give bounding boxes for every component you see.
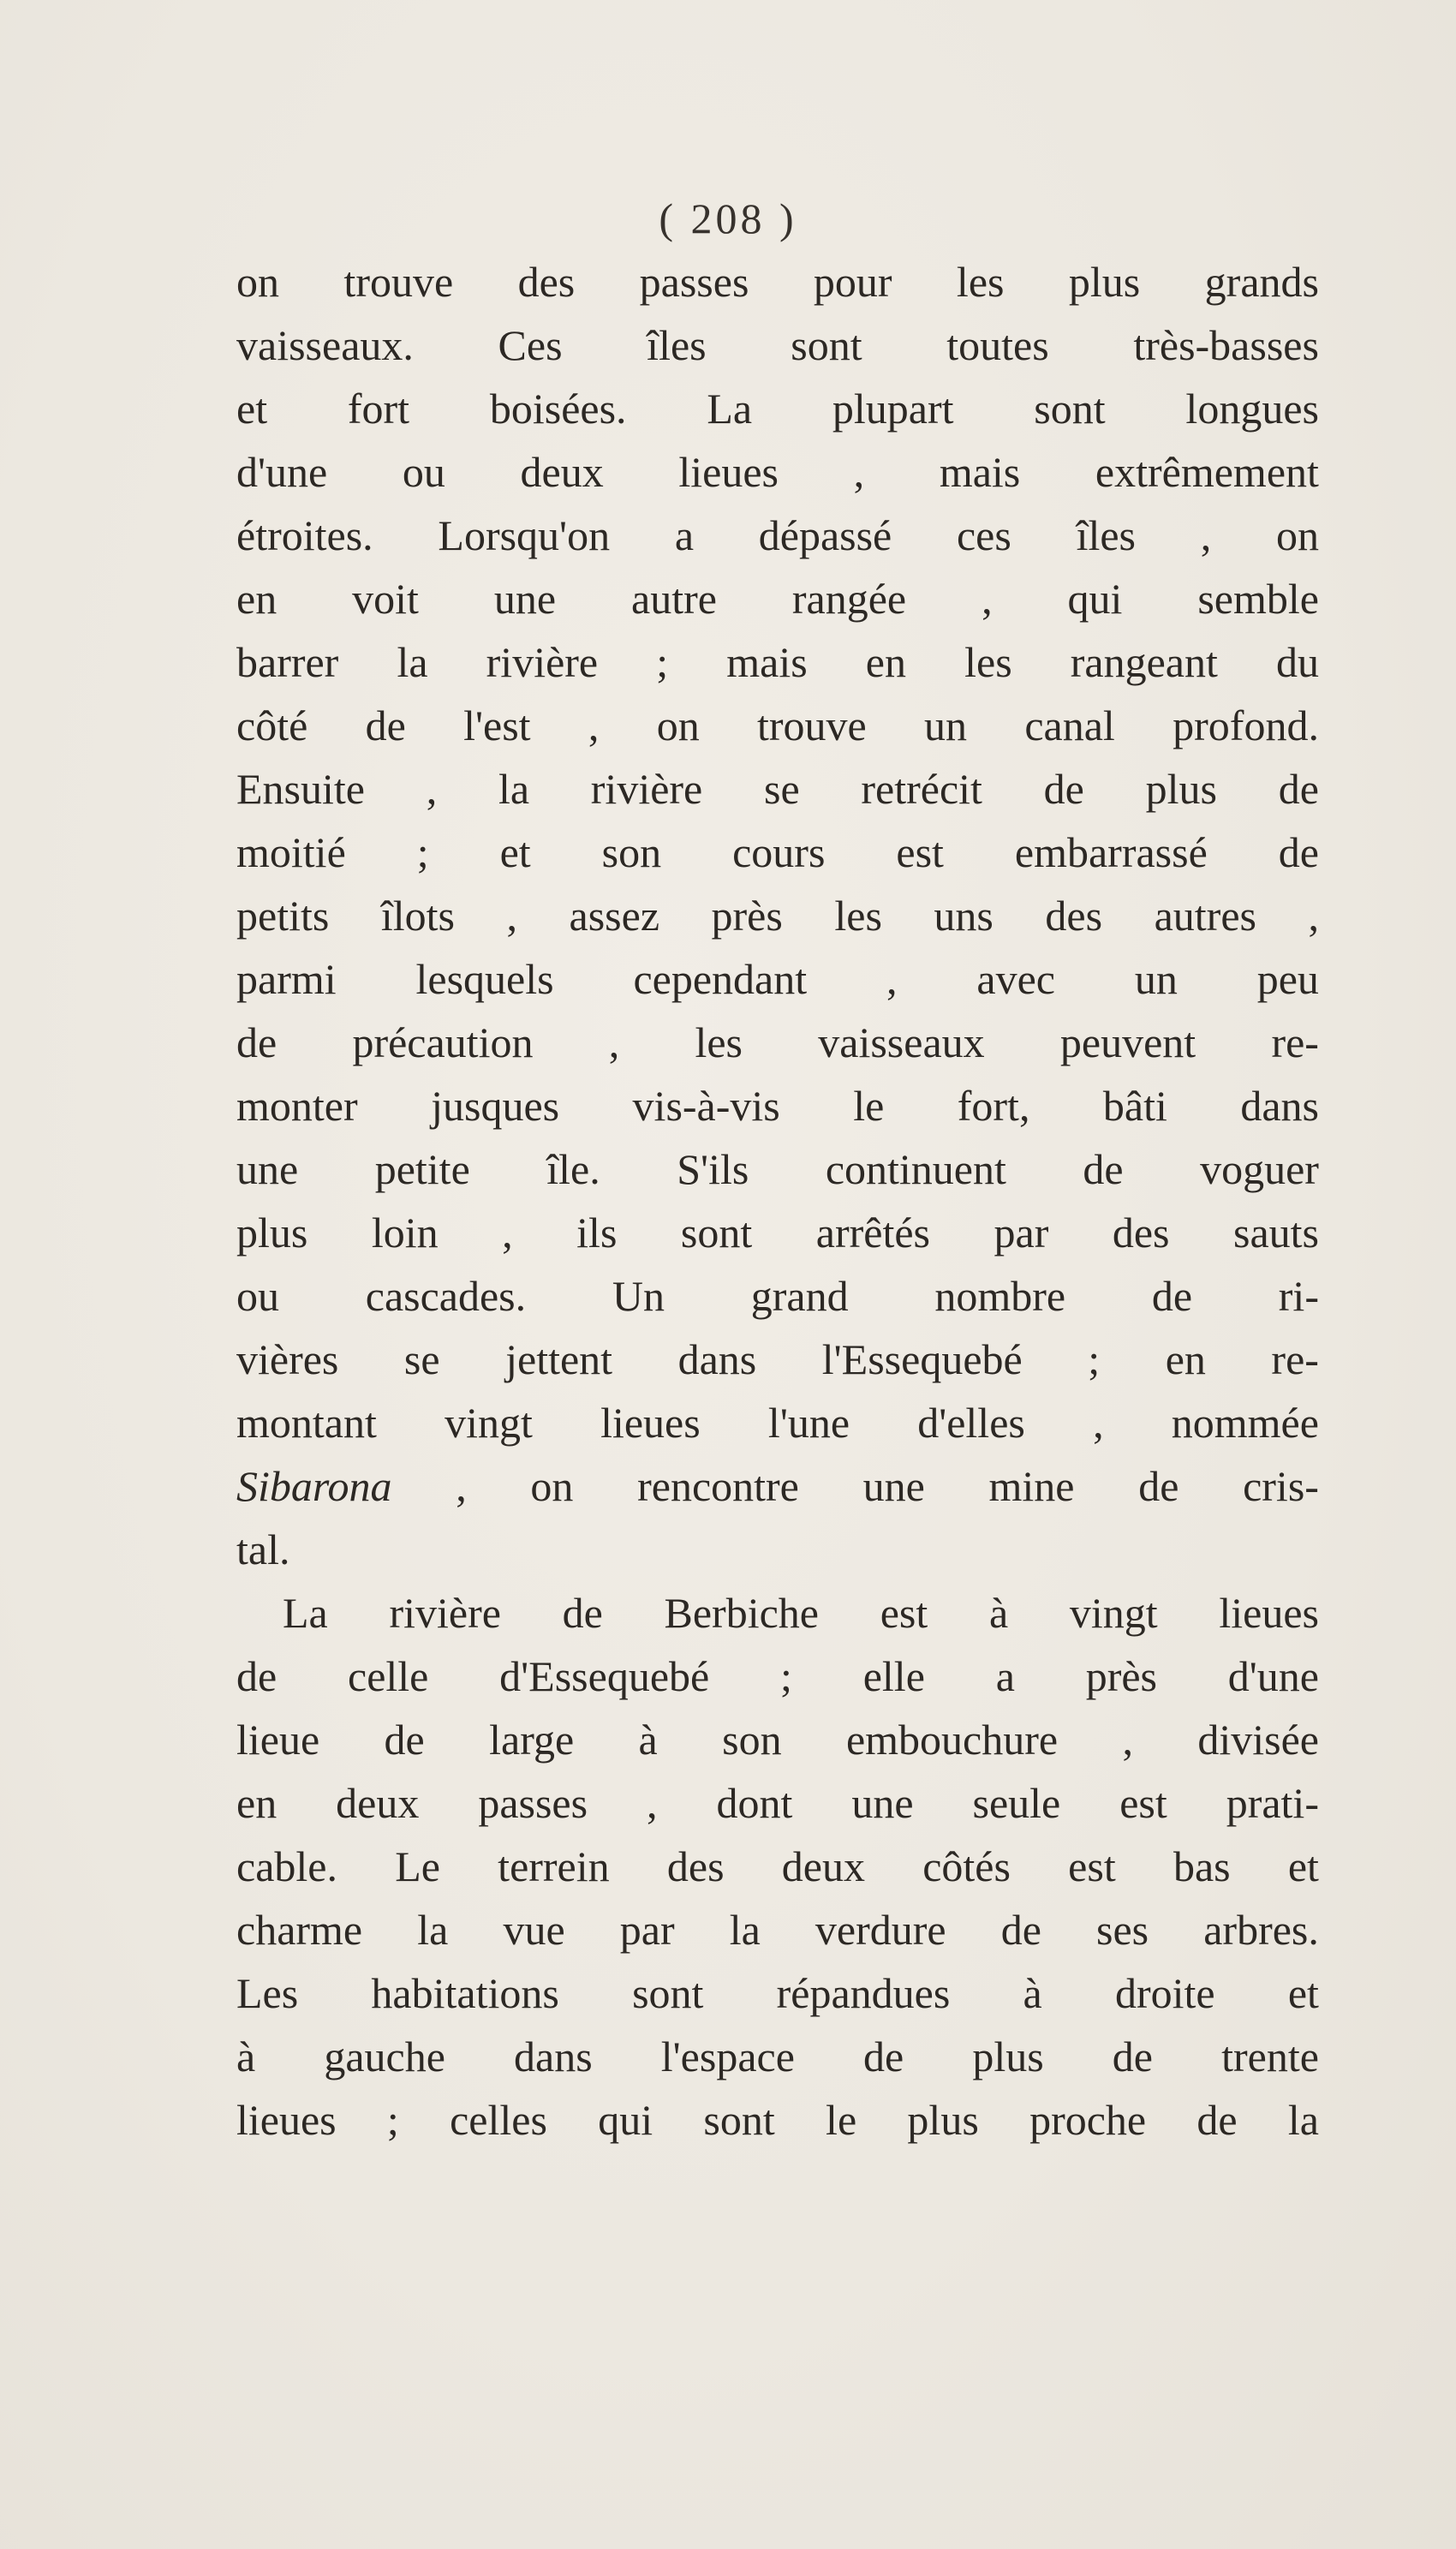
text-line xyxy=(236,377,1319,440)
word: charme xyxy=(236,1906,363,1954)
word: fort xyxy=(347,385,410,433)
word: seule xyxy=(972,1779,1061,1827)
word: La xyxy=(707,385,753,433)
word: les xyxy=(695,1018,743,1066)
word: ; xyxy=(416,828,429,876)
text-line xyxy=(236,1771,1319,1835)
word: peuvent xyxy=(1059,1018,1196,1066)
text-line xyxy=(236,1961,1319,2025)
word: îles xyxy=(647,321,707,369)
word: lieues xyxy=(1219,1589,1319,1637)
word: on xyxy=(530,1462,574,1510)
word: sont xyxy=(1034,385,1106,433)
word: qui xyxy=(1067,575,1123,623)
word: Un xyxy=(612,1272,665,1320)
word: rencontre xyxy=(637,1462,799,1510)
word: par xyxy=(619,1906,675,1954)
word: d'une xyxy=(236,448,328,496)
word: sont xyxy=(703,2096,775,2144)
text-line xyxy=(236,1328,1319,1391)
word: l'espace xyxy=(660,2033,795,2080)
word: re- xyxy=(1271,1018,1319,1066)
word: les xyxy=(964,638,1012,686)
word: une xyxy=(236,1145,299,1193)
word: vières xyxy=(236,1335,339,1383)
word: un xyxy=(924,701,968,749)
word: extrêmement xyxy=(1095,448,1319,496)
word: continuent xyxy=(825,1145,1006,1193)
word: et xyxy=(1287,1969,1319,2017)
word: elle xyxy=(862,1652,925,1700)
word: deux xyxy=(336,1779,420,1827)
word: de xyxy=(1043,765,1084,813)
word: trouve xyxy=(343,258,454,306)
word: de xyxy=(236,1018,277,1066)
text-line xyxy=(236,1011,1319,1074)
word: terrein xyxy=(498,1842,610,1890)
word: plupart xyxy=(832,385,954,433)
word: ou xyxy=(402,448,445,496)
text-line xyxy=(236,1645,1319,1708)
word: ; xyxy=(780,1652,792,1700)
word-italic: Sibarona xyxy=(236,1462,392,1510)
word: , xyxy=(982,575,993,623)
word: du xyxy=(1276,638,1319,686)
word: île. xyxy=(546,1145,600,1193)
word: son xyxy=(722,1716,782,1764)
word: grands xyxy=(1204,258,1319,306)
word: , xyxy=(426,765,438,813)
word: on xyxy=(1275,511,1319,559)
word: îles xyxy=(1076,511,1136,559)
word: en xyxy=(865,638,906,686)
word: rivière xyxy=(486,638,599,686)
text-line xyxy=(236,313,1319,377)
text-line xyxy=(236,1201,1319,1264)
word: la xyxy=(1287,2096,1319,2144)
word: boisées. xyxy=(489,385,627,433)
word: bas xyxy=(1173,1842,1231,1890)
word: de xyxy=(1196,2096,1238,2144)
word: à xyxy=(988,1589,1009,1637)
word: l'Essequebé xyxy=(821,1335,1023,1383)
word: la xyxy=(729,1906,761,1954)
word: cependant xyxy=(633,955,808,1003)
word: bâti xyxy=(1102,1082,1167,1130)
word: rivière xyxy=(590,765,703,813)
word: en xyxy=(1165,1335,1206,1383)
word: divisée xyxy=(1197,1716,1319,1764)
word: cris- xyxy=(1243,1462,1319,1510)
word: grand xyxy=(750,1272,849,1320)
word: S'ils xyxy=(677,1145,749,1193)
text-line xyxy=(236,1454,1319,1518)
word: d'elles xyxy=(917,1399,1025,1447)
word: lieues xyxy=(236,2096,337,2144)
word: la xyxy=(498,765,530,813)
word: dépassé xyxy=(758,511,892,559)
word: est xyxy=(880,1589,928,1637)
word: par xyxy=(994,1209,1049,1257)
word: étroites. xyxy=(236,511,373,559)
word: près xyxy=(1085,1652,1157,1700)
text-line xyxy=(236,440,1319,504)
text-line xyxy=(236,1074,1319,1137)
word: l'une xyxy=(767,1399,850,1447)
word: barrer xyxy=(236,638,339,686)
word: , xyxy=(853,448,865,496)
text-line xyxy=(236,1835,1319,1898)
word: de xyxy=(1278,765,1319,813)
text-line xyxy=(236,1137,1319,1201)
word: sauts xyxy=(1233,1209,1319,1257)
text-line xyxy=(236,884,1319,947)
word: a xyxy=(674,511,695,559)
word: de xyxy=(1278,828,1319,876)
word: toutes xyxy=(946,321,1049,369)
word: retrécit xyxy=(861,765,982,813)
word: embarrassé xyxy=(1014,828,1208,876)
word: , xyxy=(1093,1399,1104,1447)
word: voguer xyxy=(1200,1145,1319,1193)
word: , xyxy=(886,955,898,1003)
word: cours xyxy=(732,828,826,876)
word: une xyxy=(493,575,557,623)
word: côté xyxy=(236,701,308,749)
word: gauche xyxy=(324,2033,445,2080)
word: canal xyxy=(1024,701,1115,749)
word: longues xyxy=(1185,385,1319,433)
word: ri- xyxy=(1278,1272,1319,1320)
word: dont xyxy=(716,1779,793,1827)
word: rivière xyxy=(389,1589,501,1637)
word: parmi xyxy=(236,955,337,1003)
word: à xyxy=(236,2033,256,2080)
word: montant xyxy=(236,1399,377,1447)
word: se xyxy=(763,765,800,813)
word: une xyxy=(862,1462,925,1510)
word: lieue xyxy=(236,1716,320,1764)
text-line xyxy=(236,694,1319,757)
word: avec xyxy=(976,955,1055,1003)
word: Lorsqu'on xyxy=(438,511,611,559)
word: loin xyxy=(371,1209,439,1257)
word: jettent xyxy=(505,1335,613,1383)
word: prati- xyxy=(1226,1779,1319,1827)
word: plus xyxy=(972,2033,1044,2080)
text-line xyxy=(236,821,1319,884)
word: près xyxy=(711,892,783,940)
text-line xyxy=(236,947,1319,1011)
word: petits xyxy=(236,892,330,940)
word: vaisseaux. xyxy=(236,321,414,369)
word: dans xyxy=(514,2033,593,2080)
text-line xyxy=(236,504,1319,567)
word: , xyxy=(608,1018,620,1066)
word: ; xyxy=(386,2096,399,2144)
word: en xyxy=(236,1779,277,1827)
word: de xyxy=(1000,1906,1041,1954)
word: , xyxy=(506,892,517,940)
word: , xyxy=(588,701,600,749)
word: de xyxy=(365,701,406,749)
word: re- xyxy=(1271,1335,1319,1383)
word: de xyxy=(236,1652,277,1700)
word: à xyxy=(1023,1969,1042,2017)
word: sont xyxy=(632,1969,704,2017)
word: ils xyxy=(576,1209,618,1257)
word: lieues xyxy=(600,1399,701,1447)
word: cable. xyxy=(236,1842,337,1890)
word: arrêtés xyxy=(815,1209,930,1257)
word: des xyxy=(1045,892,1103,940)
word: est xyxy=(1068,1842,1116,1890)
word: peu xyxy=(1256,955,1319,1003)
word: passes xyxy=(639,258,749,306)
word: est xyxy=(896,828,944,876)
word: des xyxy=(1112,1209,1170,1257)
word: on xyxy=(656,701,700,749)
word: d'une xyxy=(1227,1652,1319,1700)
word: nombre xyxy=(934,1272,1066,1320)
word: assez xyxy=(569,892,660,940)
word: profond. xyxy=(1173,701,1319,749)
word: le xyxy=(853,1082,885,1130)
word: habitations xyxy=(371,1969,559,2017)
word: vue xyxy=(503,1906,565,1954)
word: plus xyxy=(1145,765,1217,813)
word: autres xyxy=(1154,892,1256,940)
word: semble xyxy=(1197,575,1319,623)
word: trouve xyxy=(757,701,867,749)
word: uns xyxy=(934,892,994,940)
word: proche xyxy=(1029,2096,1147,2144)
word: et xyxy=(499,828,531,876)
word: côtés xyxy=(922,1842,1011,1890)
text-line xyxy=(236,250,1319,313)
word: de xyxy=(1083,1145,1124,1193)
text-line xyxy=(236,1581,1319,1645)
word: de xyxy=(384,1716,425,1764)
word: rangeant xyxy=(1070,638,1218,686)
word: plus xyxy=(236,1209,308,1257)
word: Ensuite xyxy=(236,765,365,813)
word: de xyxy=(562,1589,603,1637)
word: pour xyxy=(813,258,892,306)
word: fort, xyxy=(957,1082,1030,1130)
text-line xyxy=(236,1518,1319,1581)
word: vaisseaux xyxy=(818,1018,985,1066)
word: tal. xyxy=(236,1525,290,1573)
word: répandues xyxy=(776,1969,951,2017)
word: nommée xyxy=(1171,1399,1319,1447)
word: embouchure xyxy=(845,1716,1059,1764)
word: les xyxy=(834,892,882,940)
word: ; xyxy=(656,638,669,686)
word: moitié xyxy=(236,828,346,876)
word: arbres. xyxy=(1203,1906,1319,1954)
word: des xyxy=(666,1842,725,1890)
word: son xyxy=(601,828,662,876)
word: dans xyxy=(1240,1082,1319,1130)
word: une xyxy=(851,1779,914,1827)
word: d'Essequebé xyxy=(499,1652,710,1700)
word: ces xyxy=(956,511,1011,559)
word: un xyxy=(1134,955,1178,1003)
word: vis-à-vis xyxy=(632,1082,780,1130)
word: La xyxy=(283,1589,328,1637)
text-line xyxy=(236,1391,1319,1454)
word: les xyxy=(956,258,1005,306)
word: de xyxy=(863,2033,904,2080)
text-line xyxy=(236,1708,1319,1771)
word: l'est xyxy=(463,701,531,749)
word: on xyxy=(236,258,279,306)
text-line xyxy=(236,2025,1319,2088)
text-line xyxy=(236,630,1319,694)
word: voit xyxy=(352,575,419,623)
word: vingt xyxy=(1069,1589,1158,1637)
word: est xyxy=(1119,1779,1167,1827)
word: sont xyxy=(680,1209,753,1257)
word: ses xyxy=(1096,1906,1149,1954)
word: se xyxy=(403,1335,440,1383)
word: de xyxy=(1151,1272,1193,1320)
word: et xyxy=(236,385,268,433)
word: lieues xyxy=(678,448,779,496)
word: lesquels xyxy=(415,955,554,1003)
word: autre xyxy=(631,575,717,623)
page-number: ( 208 ) xyxy=(659,194,797,242)
text-line xyxy=(236,567,1319,630)
word: plus xyxy=(1068,258,1141,306)
word: cascades. xyxy=(365,1272,527,1320)
word: petite xyxy=(374,1145,470,1193)
word: rangée xyxy=(791,575,907,623)
word: vingt xyxy=(445,1399,533,1447)
word: , xyxy=(1308,892,1319,940)
word: Berbiche xyxy=(664,1589,819,1637)
word: la xyxy=(417,1906,449,1954)
word: ou xyxy=(236,1272,279,1320)
word: celles xyxy=(450,2096,547,2144)
word: deux xyxy=(520,448,604,496)
word: Ces xyxy=(498,321,563,369)
word: , xyxy=(647,1779,658,1827)
word: à xyxy=(638,1716,658,1764)
word: des xyxy=(517,258,576,306)
word: , xyxy=(502,1209,513,1257)
word: a xyxy=(995,1652,1015,1700)
word: , xyxy=(1200,511,1212,559)
word: de xyxy=(1138,1462,1179,1510)
text-line xyxy=(236,1264,1319,1328)
word: très-basses xyxy=(1133,321,1319,369)
word: mais xyxy=(726,638,808,686)
word: la xyxy=(397,638,428,686)
word: en xyxy=(236,575,277,623)
word: verdure xyxy=(815,1906,946,1954)
word: sont xyxy=(791,321,862,369)
word: passes xyxy=(478,1779,588,1827)
word: celle xyxy=(348,1652,429,1700)
word: et xyxy=(1287,1842,1319,1890)
word: Le xyxy=(395,1842,440,1890)
word: monter xyxy=(236,1082,358,1130)
word: , xyxy=(456,1462,467,1510)
text-line xyxy=(236,1898,1319,1961)
word: mais xyxy=(939,448,1021,496)
word: dans xyxy=(677,1335,757,1383)
word: ; xyxy=(1088,1335,1101,1383)
word: deux xyxy=(781,1842,865,1890)
word: Les xyxy=(236,1969,299,2017)
word: qui xyxy=(598,2096,653,2144)
text-line xyxy=(236,2088,1319,2152)
word: le xyxy=(826,2096,857,2144)
word: de xyxy=(1112,2033,1153,2080)
word: plus xyxy=(907,2096,979,2144)
text-line xyxy=(236,757,1319,821)
word: , xyxy=(1122,1716,1133,1764)
body-text xyxy=(236,250,1319,2152)
word: mine xyxy=(988,1462,1075,1510)
word: précaution xyxy=(352,1018,534,1066)
word: large xyxy=(489,1716,575,1764)
word: jusques xyxy=(431,1082,560,1130)
word: îlots xyxy=(380,892,455,940)
word: droite xyxy=(1114,1969,1215,2017)
word: trente xyxy=(1221,2033,1319,2080)
